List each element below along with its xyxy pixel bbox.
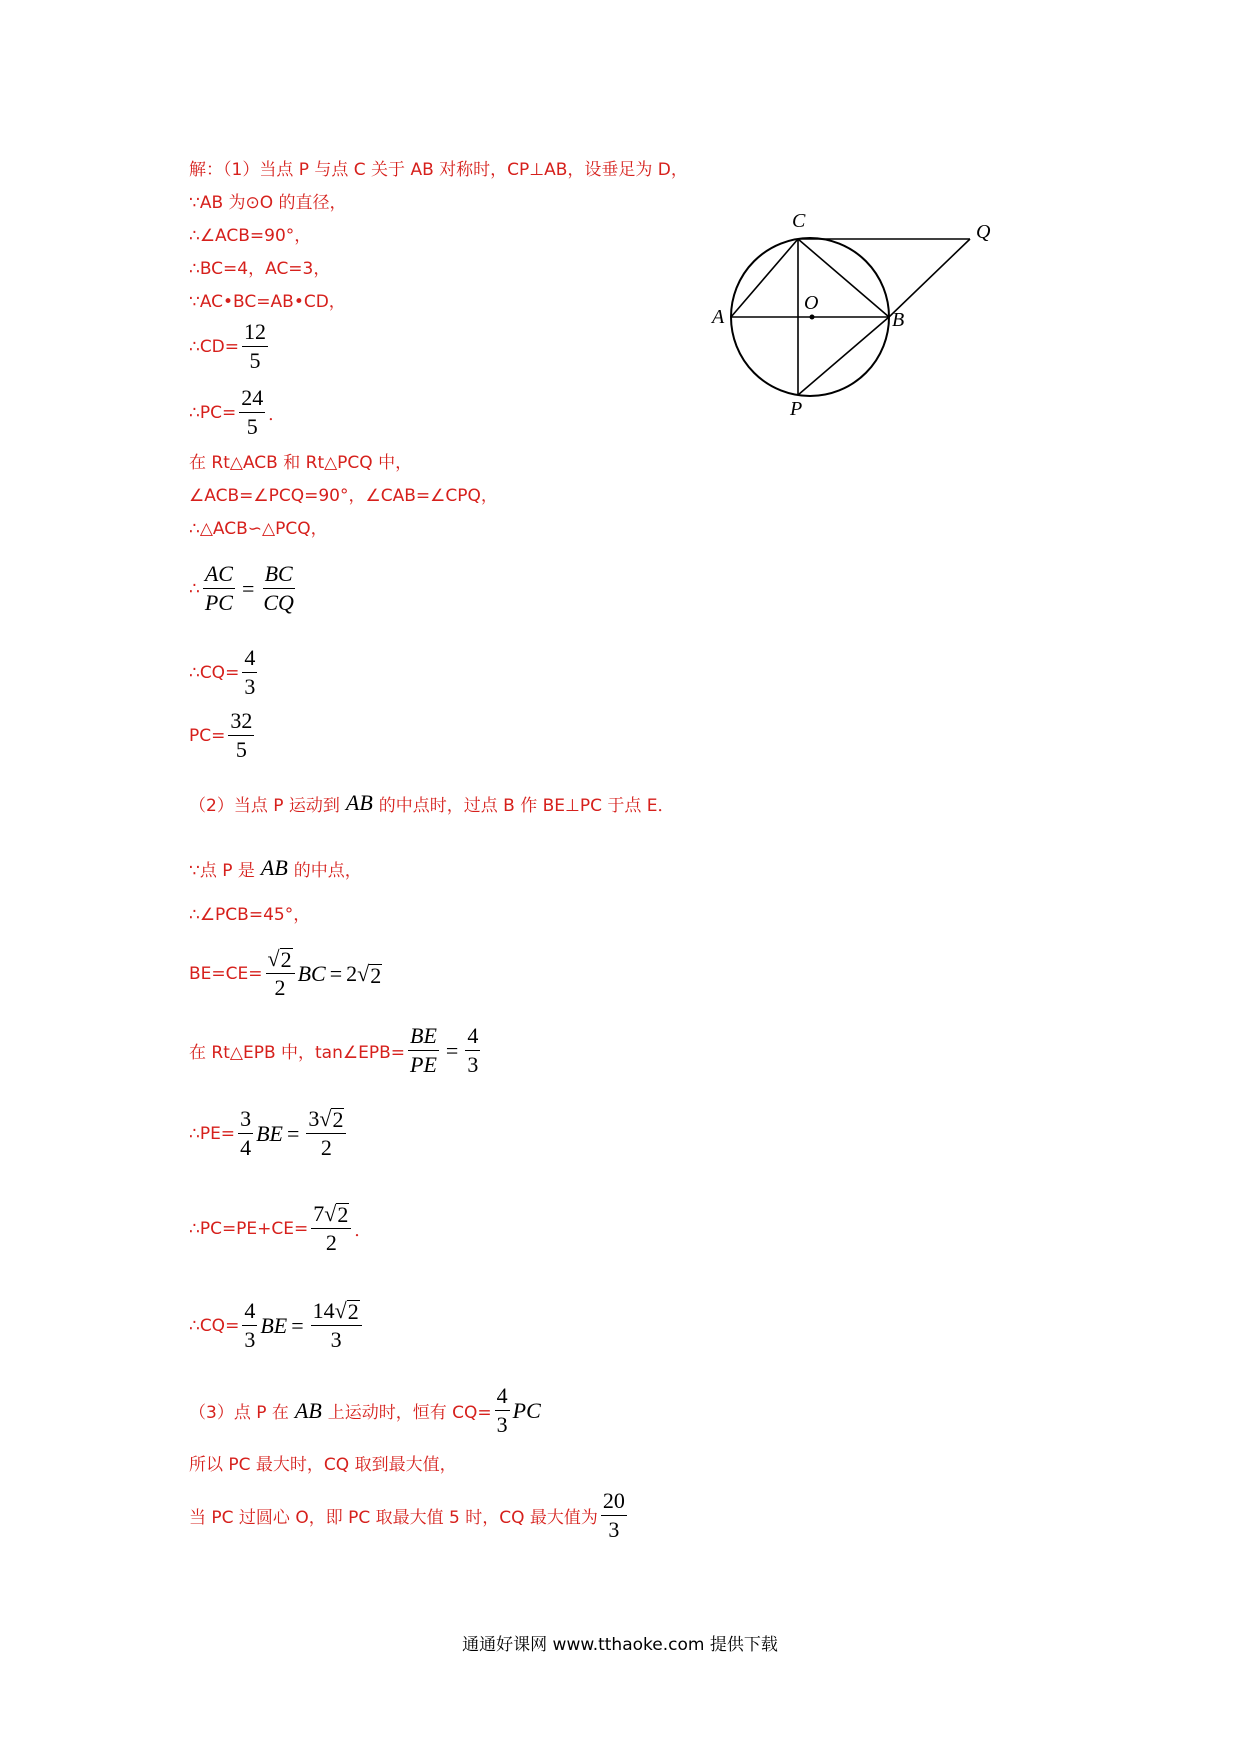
label-o: O [804,292,819,314]
fraction-7sqrt2-2: 7 √ 2 2 [311,1200,351,1257]
fraction-bc-cq: $\frac{BC}{CQ}$ [263,561,294,615]
line-cd: ∴CD= $\frac{12}{5}$ [189,319,267,373]
label-q: Q [976,221,991,243]
segment-pb [798,317,889,395]
center-dot [810,315,815,320]
label-p: P [790,398,803,415]
fraction-pc-2: $\frac{32}{5}$ [230,708,253,762]
fraction-pc: $\frac{24}{5}$ [241,385,264,439]
fraction-4-3-b: $\frac{4}{3}$ [244,1298,256,1352]
fraction-4-3-c: $\frac{4}{3}$ [496,1383,508,1437]
line-2: ∵AB 为⊙O 的直径， [189,193,347,213]
fraction-20-3: $\frac{20}{3}$ [602,1488,625,1542]
fraction-ac-pc: $\frac{AC}{PC}$ [204,561,233,615]
geometry-figure [700,205,1010,415]
line-5: ∵AC•BC=AB•CD， [189,292,346,312]
segment-bq [889,239,970,317]
label-a: A [712,306,725,328]
line-8: 在 Rt△ACB 和 Rt△PCQ 中， [189,453,413,473]
line-3: ∴∠ACB=90°， [189,226,312,246]
line-15: ∵点 P 是 AB 的中点， [189,855,362,881]
line-pe: ∴PE= $\frac{3}{4}$ BE = 3 √ 2 2 [189,1105,349,1162]
line-cq-2: ∴CQ= $\frac{4}{3}$ BE = 14 √ 2 3 [189,1297,365,1354]
line-23: 所以 PC 最大时，CQ 取到最大值， [189,1455,457,1475]
line-tan: 在 Rt△EPB 中，tan∠EPB= $\frac{BE}{PE}$ = $\frac{4}{3}$ [189,1023,479,1077]
footer-source: 通通好课网 www.tthaoke.com 提供下载 [462,1635,778,1655]
line-pc-1: ∴PC= $\frac{24}{5}$ ． [189,385,286,439]
label-c: C [792,210,806,232]
fraction-sqrt2-2: √ 2 2 [266,945,295,1002]
line-16: ∴∠PCB=45°， [189,905,311,925]
fraction-cd: $\frac{12}{5}$ [244,319,267,373]
line-ratio: ∴ $\frac{AC}{PC}$ = $\frac{BC}{CQ}$ [189,561,294,615]
line-pc-3: ∴PC=PE+CE= 7 √ 2 2 ． [189,1201,372,1255]
line-pc-2: PC= $\frac{32}{5}$ [189,708,253,762]
line-cq-1: ∴CQ= $\frac{4}{3}$ [189,645,256,699]
fraction-3sqrt2-2: 3 √ 2 2 [306,1105,346,1162]
label-b: B [892,309,905,331]
fraction-14sqrt2-3: 14 √ 2 3 [311,1297,362,1354]
fraction-3-4: $\frac{3}{4}$ [240,1106,252,1160]
line-9: ∠ACB=∠PCQ=90°，∠CAB=∠CPQ， [189,486,498,506]
line-1: 解：（1）当点 P 与点 C 关于 AB 对称时，CP⊥AB，设垂足为 D， [189,160,688,180]
line-10: ∴△ACB∽△PCQ， [189,519,328,539]
fraction-be-pe: $\frac{BE}{PE}$ [410,1023,437,1077]
line-24: 当 PC 过圆心 O，即 PC 取最大值 5 时，CQ 最大值为 $\frac{20}{3}$ [189,1488,625,1542]
fraction-4-3: $\frac{4}{3}$ [467,1023,479,1077]
line-part3-heading: （3）点 P 在 AB 上运动时，恒有 CQ= $\frac{4}{3}$ PC [189,1383,541,1437]
line-part2-heading: （2）当点 P 运动到 AB 的中点时，过点 B 作 BE⊥PC 于点 E． [189,790,675,816]
line-4: ∴BC=4，AC=3， [189,259,331,279]
fraction-cq: $\frac{4}{3}$ [244,645,256,699]
line-be-ce: BE=CE= √ 2 2 BC = 2 √ 2 [189,946,382,1000]
